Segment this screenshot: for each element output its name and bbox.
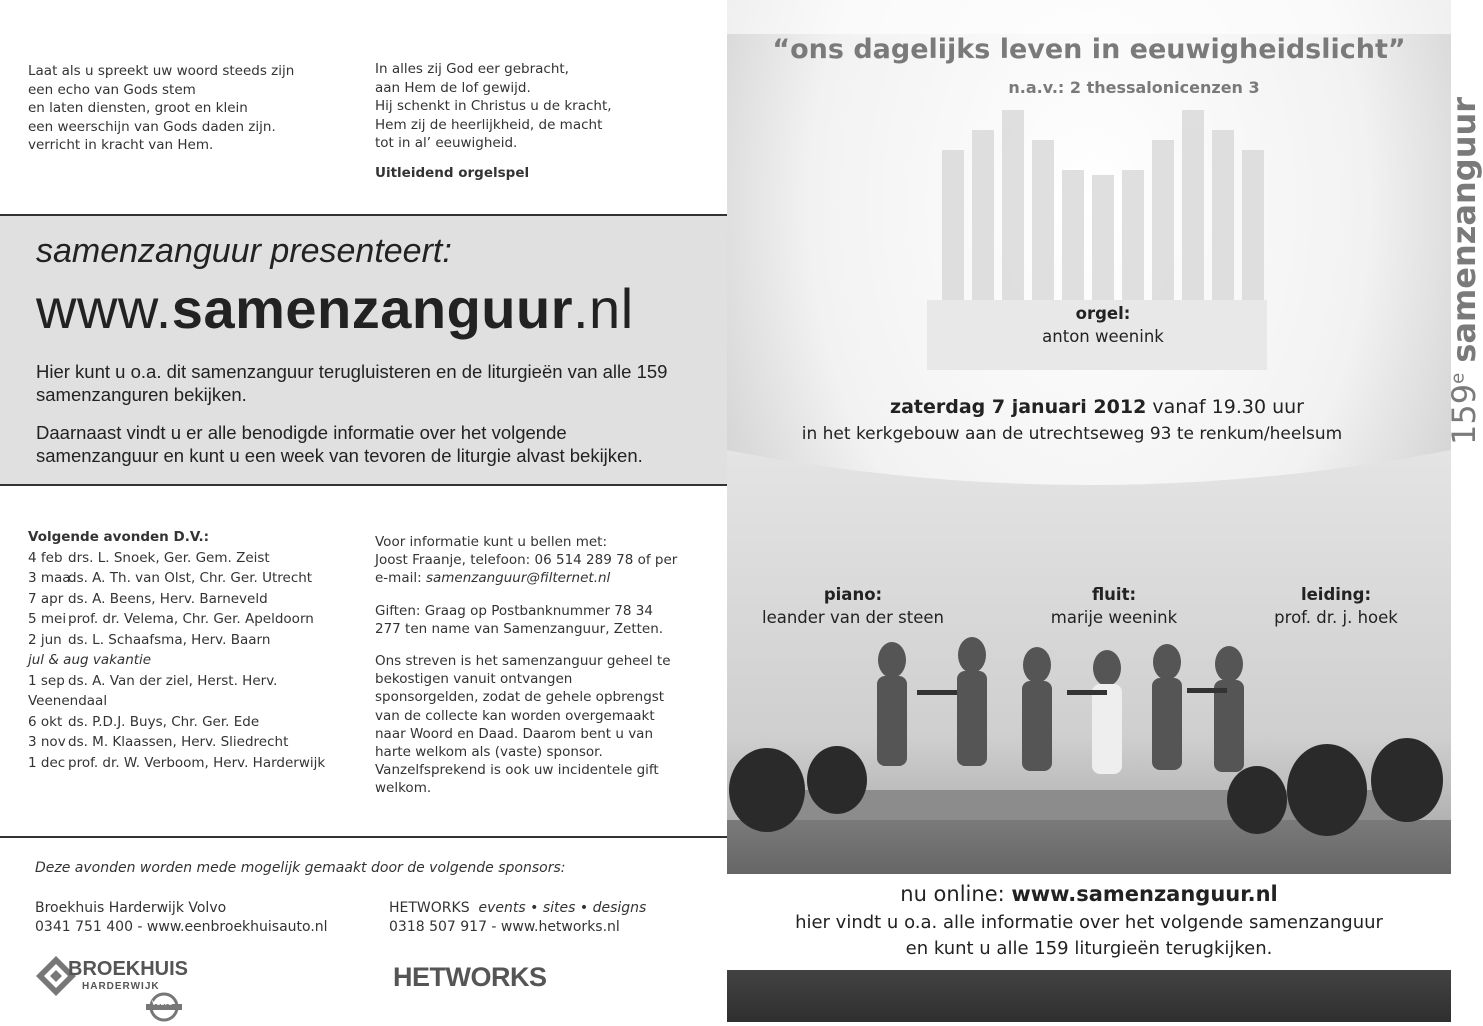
- schedule-date: 1 sep: [28, 672, 65, 689]
- sponsor-2-contact[interactable]: 0318 507 917 - www.hetworks.nl: [389, 919, 620, 935]
- schedule-desc: ds. M. Klaassen, Herv. Sliedrecht: [68, 734, 289, 750]
- poem-left: [28, 62, 348, 155]
- online-url[interactable]: www.samenzanguur.nl: [1011, 882, 1278, 906]
- broekhuis-sub: HARDERWIJK: [82, 981, 160, 992]
- leader-name: prof. dr. j. hoek: [1274, 608, 1398, 627]
- schedule-row: [28, 630, 358, 651]
- schedule-row: [28, 568, 358, 589]
- schedule-row: [28, 609, 358, 630]
- schedule-row: [28, 753, 358, 774]
- schedule-date: 6 okt: [28, 713, 63, 730]
- url-bold: samenzanguur: [171, 277, 573, 340]
- edition-number: 159: [1445, 383, 1483, 445]
- poem-line: Hem zij de heerlijkheid, de macht: [375, 116, 603, 133]
- sponsor-appeal: Ons streven is het samenzanguur geheel te bekostigen vanuit ontvangen sponsorgelden, zodat de gehele opbrengst van de collecte kan worden overgemaakt naar Woord en Daad. Daarom bent u van harte welkom als (vaste) sponsor. Vanzelfsprekend is ook uw incidentele gift welkom.: [375, 653, 671, 797]
- schedule-row: [28, 732, 358, 753]
- sponsor-2-name: HETWORKS: [389, 900, 470, 916]
- concert-photo-illustration: [727, 0, 1451, 1022]
- online-text: [727, 910, 1451, 962]
- schedule-vacation: jul & aug vakantie: [28, 652, 152, 668]
- poem-right: [375, 60, 695, 182]
- online-line: en kunt u alle 159 liturgieën terugkijken.: [905, 938, 1273, 959]
- poem-line: In alles zij God eer gebracht,: [375, 61, 569, 77]
- schedule-date: 3 nov: [28, 734, 66, 750]
- volvo-wordmark: VOLVO: [152, 1001, 173, 1007]
- organ-name: anton weenink: [1042, 327, 1164, 346]
- sponsors-heading: Deze avonden worden mede mogelijk gemaakt door de volgende sponsors:: [35, 860, 566, 876]
- schedule: [28, 527, 358, 773]
- broekhuis-wordmark: BROEKHUIS: [68, 958, 189, 980]
- church-photo: [727, 0, 1451, 1022]
- sponsor-2-tagline: events • sites • designs: [478, 900, 647, 916]
- schedule-desc: prof. dr. W. Verboom, Herv. Harderwijk: [68, 754, 326, 771]
- schedule-desc: ds. P.D.J. Buys, Chr. Ger. Ede: [68, 713, 260, 730]
- flute-label: fluit:: [1091, 585, 1137, 604]
- poem-line: Laat als u spreekt uw woord steeds zijn: [28, 63, 295, 79]
- flute-name: marije weenink: [1050, 608, 1178, 627]
- schedule-row: [28, 671, 358, 692]
- schedule-row: [28, 712, 358, 733]
- divider: [0, 484, 727, 486]
- poem-line: en laten diensten, groot en klein: [28, 100, 248, 116]
- schedule-date: 4 feb: [28, 549, 63, 566]
- email-label: e-mail:: [375, 570, 426, 587]
- schedule-date: 2 jun: [28, 631, 62, 648]
- event-time: vanaf 19.30 uur: [1146, 396, 1304, 418]
- schedule-date: 5 mei: [28, 611, 67, 627]
- hetworks-logo: HETWORKS: [393, 962, 547, 992]
- poem-line: een echo van Gods stem: [28, 81, 196, 98]
- closing-organ-play: Uitleidend orgelspel: [375, 164, 530, 181]
- schedule-date: 1 dec: [28, 754, 66, 771]
- online-prefix: nu online:: [900, 882, 1012, 906]
- online-heading: [727, 882, 1451, 906]
- poem-line: Hij schenkt in Christus u de kracht,: [375, 98, 612, 114]
- schedule-row: [28, 548, 358, 569]
- schedule-desc: prof. dr. Velema, Chr. Ger. Apeldoorn: [68, 611, 314, 627]
- schedule-row: [28, 589, 358, 610]
- edition-suffix: e: [1447, 372, 1469, 384]
- contact-info: [375, 533, 678, 812]
- online-line: hier vindt u o.a. alle informatie over het volgende samenzanguur: [795, 912, 1383, 933]
- contact-line: Joost Fraanje, telefoon: 06 514 289 78 of per: [375, 552, 678, 569]
- event-theme: “ons dagelijks leven in eeuwigheidslicht”: [772, 34, 1406, 65]
- piano-name: leander van der steen: [761, 608, 944, 627]
- event-date: [727, 396, 1467, 418]
- sponsor-2-name-line: [389, 899, 646, 918]
- poem-line: een weerschijn van Gods daden zijn.: [28, 118, 276, 135]
- schedule-row-cont: Veenendaal: [28, 693, 108, 709]
- volvo-icon: [144, 992, 184, 1022]
- promo-subtitle: samenzanguur presenteert:: [36, 232, 452, 270]
- contact-block: [375, 533, 678, 588]
- broekhuis-logo: [34, 954, 194, 1022]
- event-location: in het kerkgebouw aan de utrechtseweg 93 te renkum/heelsum: [801, 424, 1343, 444]
- url-suffix: .nl: [573, 277, 634, 340]
- sponsor-1-name: Broekhuis Harderwijk Volvo: [35, 900, 227, 916]
- promo-paragraph-2: Daarnaast vindt u er alle benodigde informatie over het volgende samenzanguur en kunt u een week van tevoren de liturgie alvast bekijken.: [36, 422, 643, 466]
- schedule-date: 7 apr: [28, 590, 64, 607]
- bible-reference: n.a.v.: 2 thessalonicenzen 3: [1008, 78, 1260, 97]
- poem-line: aan Hem de lof gewijd.: [375, 79, 531, 96]
- sponsor-1-contact[interactable]: 0341 751 400 - www.eenbroekhuisauto.nl: [35, 919, 328, 935]
- schedule-desc: drs. L. Snoek, Ger. Gem. Zeist: [68, 549, 270, 566]
- piano-label: piano:: [823, 585, 883, 604]
- contact-line: Voor informatie kunt u bellen met:: [375, 534, 608, 550]
- leader-label: leiding:: [1300, 585, 1372, 604]
- email-link[interactable]: samenzanguur@filternet.nl: [425, 570, 611, 587]
- schedule-title: Volgende avonden D.V.:: [28, 529, 210, 545]
- edition-label: [1445, 97, 1483, 445]
- url-prefix: www.: [36, 277, 172, 340]
- schedule-desc: ds. A. Th. van Olst, Chr. Ger. Utrecht: [68, 570, 313, 586]
- divider: [0, 836, 727, 838]
- organ-label: orgel:: [1075, 304, 1131, 323]
- event-date-bold: zaterdag 7 januari 2012: [890, 396, 1147, 418]
- schedule-desc: ds. A. Beens, Herv. Barneveld: [68, 590, 268, 607]
- edition-word: samenzanguur: [1445, 96, 1483, 363]
- schedule-desc: ds. A. Van der ziel, Herst. Herv.: [68, 672, 278, 689]
- contact-email-line: [375, 569, 675, 587]
- gifts-text: Giften: Graag op Postbanknummer 78 34 277 ten name van Samenzanguur, Zetten.: [375, 602, 664, 637]
- poem-line: tot in al’ eeuwigheid.: [375, 135, 518, 151]
- promo-paragraph-1: Hier kunt u o.a. dit samenzanguur terugluisteren en de liturgieën van alle 159 samenzanguren bekijken.: [36, 361, 668, 405]
- poem-line: verricht in kracht van Hem.: [28, 137, 214, 153]
- promo-url[interactable]: [36, 276, 634, 341]
- schedule-desc: ds. L. Schaafsma, Herv. Baarn: [68, 631, 271, 648]
- schedule-date: 3 maa: [28, 570, 71, 586]
- photo-top-fade: [727, 0, 1451, 34]
